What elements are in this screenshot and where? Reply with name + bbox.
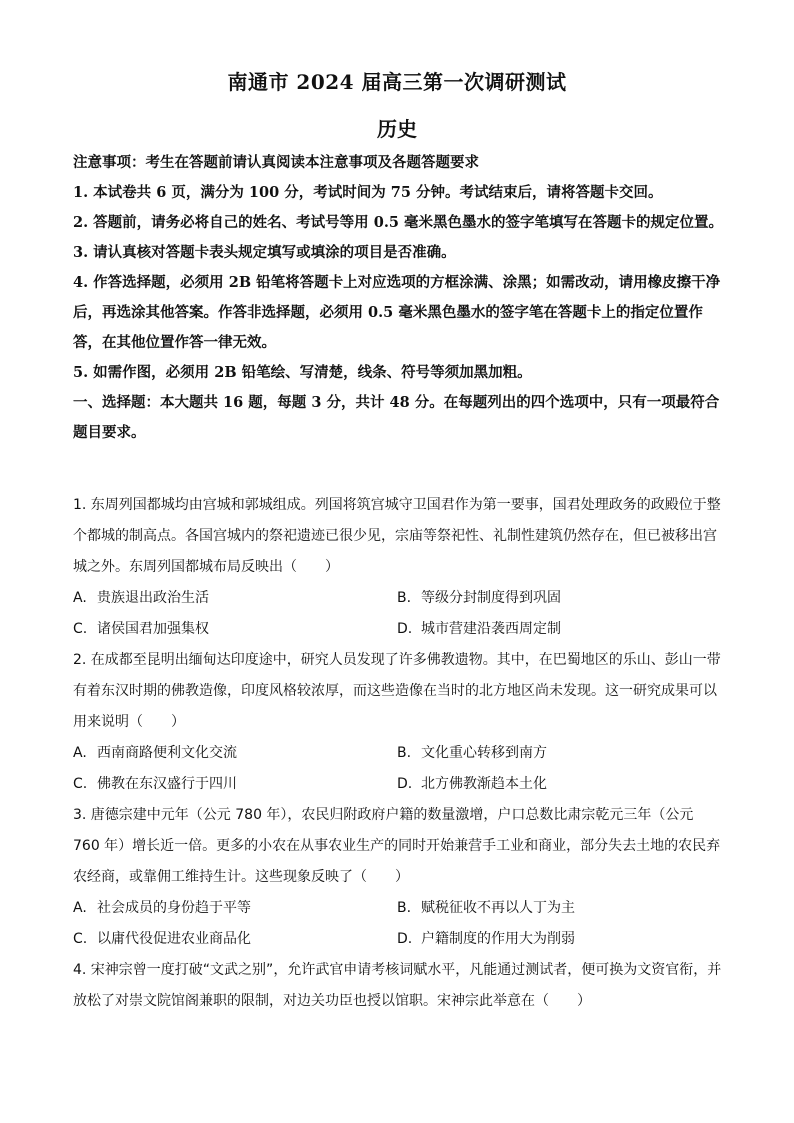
option-text: 贵族退出政治生活 <box>97 590 209 606</box>
notes-heading: 注意事项：考生在答题前请认真阅读本注意事项及各题答题要求 <box>73 154 479 171</box>
option-letter: C. <box>73 931 88 947</box>
option-letter: B. <box>397 590 412 606</box>
option-text: 佛教在东汉盛行于四川 <box>97 776 237 792</box>
option-text: 赋税征收不再以人丁为主 <box>421 900 575 916</box>
option-b <box>397 583 723 614</box>
option-text: 诸侯国君加强集权 <box>97 621 209 637</box>
option-c <box>73 614 397 645</box>
note-item: 1. 本试卷共 6 页，满分为 100 分，考试时间为 75 分钟。考试结束后，请将答题卡交回。 <box>73 184 663 201</box>
question-stem: 1. 东周列国都城均由宫城和郭城组成。列国将筑宫城守卫国君作为第一要事，国君处理政务的政殿位于整个都城的制高点。各国宫城内的祭祀遗迹已很少见，宗庙等祭祀性、礼制性建筑仍然存在，但已被移出宫城之外。东周列国都城布局反映出（ ） <box>73 497 721 575</box>
option-text: 北方佛教渐趋本土化 <box>421 776 547 792</box>
option-letter: C. <box>73 621 88 637</box>
option-text: 文化重心转移到南方 <box>421 745 547 761</box>
option-text: 城市营建沿袭西周定制 <box>421 621 561 637</box>
option-b <box>397 738 723 769</box>
option-grid <box>73 583 723 645</box>
option-letter: D. <box>397 931 413 947</box>
option-letter: D. <box>397 621 413 637</box>
option-letter: B. <box>397 900 412 916</box>
option-letter: B. <box>397 745 412 761</box>
option-letter: D. <box>397 776 413 792</box>
question-2 <box>73 645 723 800</box>
option-a <box>73 738 397 769</box>
option-text: 以庸代役促进农业商品化 <box>97 931 251 947</box>
note-item: 5. 如需作图，必须用 2B 铅笔绘、写清楚，线条、符号等须加黑加粗。 <box>73 364 532 381</box>
option-d <box>397 924 723 955</box>
option-letter: A. <box>73 590 87 606</box>
option-d <box>397 769 723 800</box>
question-stem: 2. 在成都至昆明出缅甸达印度途中，研究人员发现了许多佛教遗物。其中，在巴蜀地区的乐山、彭山一带有着东汉时期的佛教造像，印度风格较浓厚，而这些造像在当时的北方地区尚未发现。这一研究成果可以用来说明（ ） <box>73 652 721 730</box>
note-item: 3. 请认真核对答题卡表头规定填写或填涂的项目是否准确。 <box>73 244 456 261</box>
notes-block <box>73 148 723 448</box>
question-1 <box>73 490 723 645</box>
exam-title: 南通市 2024 届高三第一次调研测试 <box>227 70 567 94</box>
question-stem: 4. 宋神宗曾一度打破“文武之别”，允许武官申请考核词赋水平，凡能通过测试者，便可换为文资官衔，并放松了对崇文院馆阁兼职的限制，对边关功臣也授以馆职。宋神宗此举意在（ ） <box>73 962 722 1009</box>
option-d <box>397 614 723 645</box>
option-text: 社会成员的身份趋于平等 <box>97 900 251 916</box>
option-text: 等级分封制度得到巩固 <box>421 590 561 606</box>
option-a <box>73 893 397 924</box>
option-grid <box>73 738 723 800</box>
option-c <box>73 924 397 955</box>
option-a <box>73 583 397 614</box>
option-letter: A. <box>73 900 87 916</box>
question-stem: 3. 唐德宗建中元年（公元 780 年），农民归附政府户籍的数量激增，户口总数比肃宗乾元三年（公元 760 年）增长近一倍。更多的小农在从事农业生产的同时开始兼营手工业和商业，部分失去土地的农民弃农经商，或靠佣工维持生计。这些现象反映了（ ） <box>73 807 721 885</box>
section-heading: 一、选择题：本大题共 16 题，每题 3 分，共计 48 分。在每题列出的四个选项中，只有一项最符合题目要求。 <box>73 394 720 441</box>
question-4 <box>73 955 723 1017</box>
questions-block <box>73 490 723 1017</box>
note-item: 4. 作答选择题，必须用 2B 铅笔将答题卡上对应选项的方框涂满、涂黑；如需改动，请用橡皮擦干净后，再选涂其他答案。作答非选择题，必须用 0.5 毫米黑色墨水的签字笔在答题卡上的指定位置作答，在其他位置作答一律无效。 <box>73 274 721 351</box>
option-letter: C. <box>73 776 88 792</box>
question-3 <box>73 800 723 955</box>
option-b <box>397 893 723 924</box>
subject-title: 历史 <box>377 117 417 141</box>
option-letter: A. <box>73 745 87 761</box>
option-text: 户籍制度的作用大为削弱 <box>421 931 575 947</box>
option-grid <box>73 893 723 955</box>
option-c <box>73 769 397 800</box>
option-text: 西南商路便利文化交流 <box>97 745 237 761</box>
note-item: 2. 答题前，请务必将自己的姓名、考试号等用 0.5 毫米黑色墨水的签字笔填写在答题卡的规定位置。 <box>73 214 724 231</box>
